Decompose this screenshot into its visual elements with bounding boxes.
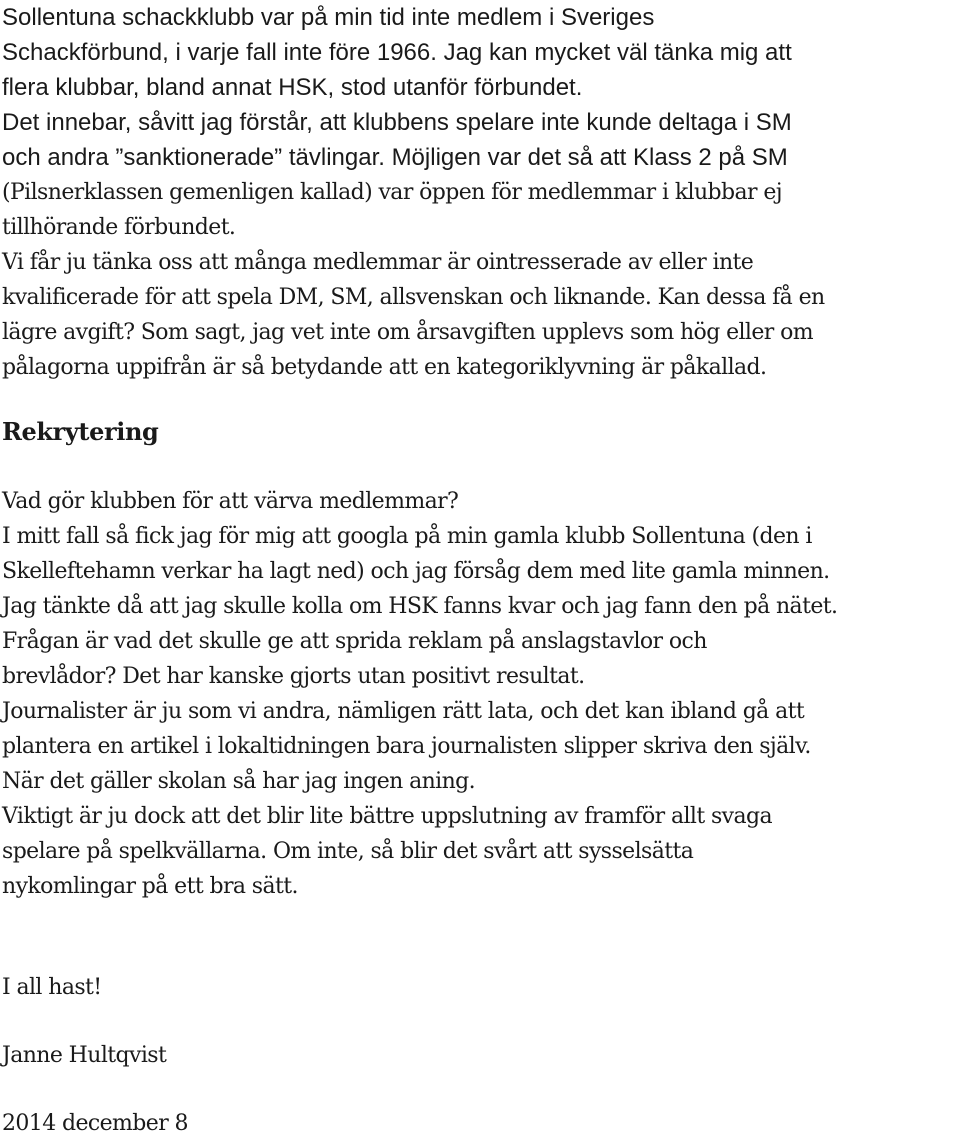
text-line: Schackförbund, i varje fall inte före 1966. Jag kan mycket väl tänka mig att: [2, 39, 792, 66]
author-signature: Janne Hultqvist: [2, 1043, 167, 1068]
paragraph-recruitment: [2, 484, 837, 904]
text-line: Vi får ju tänka oss att många medlemmar är ointresserade av eller inte: [2, 250, 754, 275]
text-line: brevlådor? Det har kanske gjorts utan positivt resultat.: [2, 664, 585, 689]
paragraph-membership: [2, 0, 825, 385]
text-line: När det gäller skolan så har jag ingen aning.: [2, 769, 476, 794]
text-line: Viktigt är ju dock att det blir lite bättre uppslutning av framför allt svaga: [2, 804, 773, 829]
text-line: kvalificerade för att spela DM, SM, allsvenskan och liknande. Kan dessa få en: [2, 285, 825, 310]
text-line: I mitt fall så fick jag för mig att googla på min gamla klubb Sollentuna (den i: [2, 524, 812, 549]
text-line: Jag tänkte då att jag skulle kolla om HSK fanns kvar och jag fann den på nätet.: [2, 594, 838, 619]
text-line: lägre avgift? Som sagt, jag vet inte om årsavgiften upplevs som hög eller om: [2, 320, 814, 345]
text-line: Journalister är ju som vi andra, nämligen rätt lata, och det kan ibland gå att: [2, 699, 805, 724]
text-line: Det innebar, såvitt jag förstår, att klubbens spelare inte kunde deltaga i SM: [2, 109, 792, 136]
document-date: 2014 december 8: [2, 1111, 188, 1136]
text-line: plantera en artikel i lokaltidningen bara journalisten slipper skriva den själv.: [2, 734, 811, 759]
text-line: och andra ”sanktionerade” tävlingar. Möjligen var det så att Klass 2 på SM: [2, 144, 788, 171]
section-heading: Rekrytering: [2, 417, 159, 446]
text-line: nykomlingar på ett bra sätt.: [2, 874, 298, 899]
text-line: spelare på spelkvällarna. Om inte, så blir det svårt att sysselsätta: [2, 839, 694, 864]
text-line: Vad gör klubben för att värva medlemmar?: [2, 489, 459, 514]
text-line: (Pilsnerklassen gemenligen kallad) var öppen för medlemmar i klubbar ej: [2, 180, 782, 205]
closing-line: I all hast!: [2, 975, 102, 1000]
text-line: pålagorna uppifrån är så betydande att en kategoriklyvning är påkallad.: [2, 355, 767, 380]
text-line: flera klubbar, bland annat HSK, stod utanför förbundet.: [2, 74, 583, 101]
text-line: Frågan är vad det skulle ge att sprida reklam på anslagstavlor och: [2, 629, 707, 654]
text-line: Skelleftehamn verkar ha lagt ned) och jag försåg dem med lite gamla minnen.: [2, 559, 830, 584]
text-line: tillhörande förbundet.: [2, 215, 236, 240]
text-line: Sollentuna schackklubb var på min tid inte medlem i Sveriges: [2, 4, 655, 31]
